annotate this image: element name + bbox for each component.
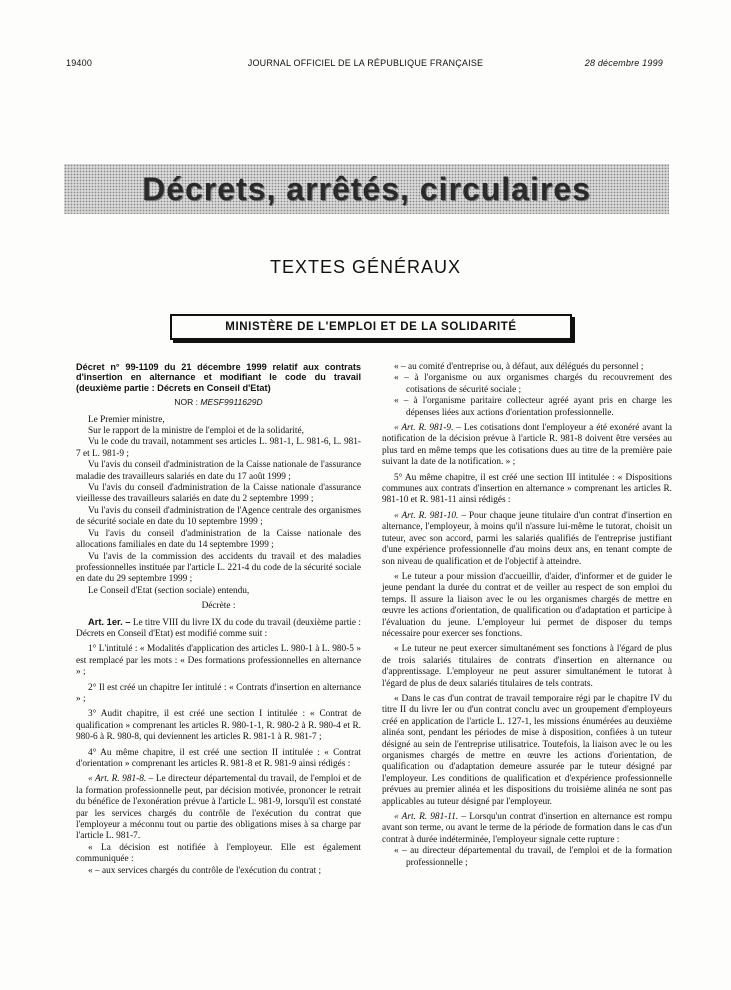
paragraph: Vu l'avis du conseil d'administration de l'Agence centrale des organismes de sécurité sociale en date du 10 septembre 1999 ; [76, 505, 361, 528]
article-label: « Art. R. 981-8. – [88, 774, 154, 785]
paragraph: Vu l'avis de la commission des accidents du travail et des maladies professionnelles instituée par l'article L. 221-4 du code de la sécurité sociale en date du 29 septembre 1999 ; [76, 551, 361, 585]
section-banner [64, 164, 669, 214]
ministry-box [170, 314, 572, 340]
article-r-981-11 [382, 812, 672, 846]
article-label: « Art. R. 981-10. – [394, 510, 466, 521]
article-r-981-9 [382, 423, 672, 469]
dash-item: « – à l'organisme ou aux organismes chargés du recouvrement des cotisations de sécurité sociale ; [394, 373, 672, 395]
dash-item: « – à l'organisme paritaire collecteur agréé ayant pris en charge les dépenses liées aux actions d'orientation professionnelle. [394, 396, 672, 418]
paragraph: Sur le rapport de la ministre de l'emploi et de la solidarité, [88, 426, 304, 437]
nor-label: NOR : [174, 397, 201, 408]
article-label: « Art. R. 981-11. – [394, 812, 467, 823]
nor-code: MESF9911629D [200, 397, 263, 408]
section-title: TEXTES GÉNÉRAUX [269, 257, 462, 277]
dash-item: « – aux services chargés du contrôle de l'exécution du contrat ; [88, 865, 322, 876]
article-1 [76, 617, 361, 641]
dash-item: « – au directeur départemental du travail, de l'emploi et de la formation professionnelle ; [394, 846, 672, 868]
paragraph: 2° Il est créé un chapitre Ier intitulé : « Contrats d'insertion en alternance » ; [76, 682, 361, 704]
article-text: Le titre VIII du livre IX du code du travail (deuxième partie : Décrets en Conseil d'Etat) est modifié comme suit : [76, 617, 361, 639]
decree-title: Décret n° 99-1109 du 21 décembre 1999 relatif aux contrats d'insertion en alternance et modifiant le code du travail (deuxième partie : Décrets en Conseil d'Etat) [76, 362, 361, 393]
paragraph: Vu l'avis du conseil d'administration de la Caisse nationale de l'assurance maladie des travailleurs salariés en date du 17 août 1999 ; [76, 460, 361, 482]
article-label: « Art. R. 981-9. – [394, 423, 461, 434]
paragraph: Vu l'avis du conseil d'administration de la Caisse nationale des allocations familiales en date du 14 septembre 1999 ; [76, 528, 361, 551]
article-r-981-10 [382, 511, 672, 568]
paragraph: Le Premier ministre, [88, 414, 165, 425]
paragraph: 1° L'intitulé : « Modalités d'application des articles L. 980-1 à L. 980-5 » est remplacé par les mots : « Des formations professionnelles en alternance » ; [76, 644, 361, 678]
paragraph: 5° Au même chapitre, il est créé une section III intitulée : « Dispositions communes aux contrats d'insertion en alternance » comprenant les articles R. 981-10 et R. 981-11 ainsi rédigés : [382, 472, 672, 506]
article-text: Les cotisations dont l'employeur a été exonéré avant la notification de la décision prévue à l'article R. 981-8 doivent être versées au plus tard en même temps que les cotisations dues au titre de la première paie suivant la date de la notification. » ; [382, 423, 672, 468]
paragraph: Vu l'avis du conseil d'administration de la Caisse nationale d'assurance vieillesse des travailleurs salariés en date du 2 septembre 1999 ; [76, 483, 361, 505]
article-text: Lorsqu'un contrat d'insertion en alternance est rompu avant son terme, ou avant le terme de la période de formation dans le cas d'un contrat à durée indéterminée, l'employeur signale cette rupture : [382, 812, 672, 845]
paragraph: « La décision est notifiée à l'employeur. Elle est également communiquée : [76, 842, 361, 865]
decrete: Décrète : [201, 601, 236, 612]
dash-item: « – au comité d'entreprise ou, à défaut, aux délégués du personnel ; [394, 362, 644, 372]
paragraph: « Le tuteur ne peut exercer simultanément ses fonctions à l'égard de plus de trois salariés titulaires de contrats d'insertion en alternance ou d'apprentissage. L'employeur ne peut assurer simultanément le tutorat à l'égard de plus de deux salariés titulaires de tels contrats. [382, 644, 672, 689]
paragraph: 4° Au même chapitre, il est créé une section II intitulée : « Contrat d'orientation » comprenant les articles R. 981-8 et R. 981-9 ainsi rédigés : [76, 747, 361, 769]
paragraph: Le Conseil d'Etat (section sociale) entendu, [88, 585, 250, 596]
page-number: 19400 [66, 58, 93, 68]
left-column [76, 362, 361, 877]
right-column [382, 362, 672, 869]
ministry-name: MINISTÈRE DE L'EMPLOI ET DE LA SOLIDARITÉ [225, 321, 517, 333]
banner-title: Décrets, arrêtés, circulaires [142, 170, 591, 207]
nor-reference [76, 397, 361, 408]
article-text: Le directeur départemental du travail, de l'emploi et de la formation professionnelle peut, par décision motivée, prononcer le retrait du bénéfice de l'exonération prévue à l'article L. 981-9, lorsqu'il est constaté par les services chargés du contrôle de l'exécution du contrat que l'employeur a méconnu tout ou partie des obligations mises à sa charge par l'article L. 981-7. [76, 774, 361, 842]
article-label: Art. 1er. – [88, 616, 131, 627]
journal-title: JOURNAL OFFICIEL DE LA RÉPUBLIQUE FRANÇAISE [247, 58, 484, 68]
paragraph: « Le tuteur a pour mission d'accueillir, d'aider, d'informer et de guider le jeune pendant la durée du contrat et de veiller au respect de son emploi du temps. Il assure la liaison avec le ou les organismes chargés de mettre en œuvre les actions d'orientation, de qualification ou d'adaptation et participe à l'évaluation du jeune. L'employeur lui permet de disposer du temps nécessaire pour exercer ses fonctions. [382, 571, 672, 639]
issue-date: 28 décembre 1999 [584, 58, 663, 68]
paragraph: Vu le code du travail, notamment ses articles L. 981-1, L. 981-6, L. 981-7 et L. 981-9 ; [76, 437, 361, 459]
article-text: Pour chaque jeune titulaire d'un contrat d'insertion en alternance, l'employeur, à moins qu'il n'assure lui-même le tutorat, choisit un tuteur, avec son accord, parmi les salariés qualifiés de l'entreprise justifiant d'une expérience professionnelle d'au moins deux ans, en tenant compte de son niveau de qualification et de l'objectif à atteindre. [382, 510, 672, 567]
article-r-981-8 [76, 774, 361, 842]
paragraph: « Dans le cas d'un contrat de travail temporaire régi par le chapitre IV du titre II du livre Ier ou d'un contrat conclu avec un groupement d'employeurs créé en application de l'article L. 127-1, les missions énumérées au deuxième alinéa sont, pendant les périodes de mise à disposition, confiées à un tuteur désigné au sein de l'entreprise utilisatrice. Toutefois, la liaison avec le ou les organismes chargés de mettre en œuvre les actions d'orientation, de qualification ou d'adaptation demeure assurée par le tuteur désigné par l'employeur. Les conditions de qualification et d'expérience professionnelle prévues au premier alinéa et les dispositions du troisième alinéa ne sont pas applicables au tuteur désigné par l'employeur. [382, 693, 672, 807]
paragraph: 3° Audit chapitre, il est créé une section I intitulée : « Contrat de qualification » comprenant les articles R. 980-1-1, R. 980-2 à R. 980-4 et R. 980-6 à R. 980-8, qui deviennent les articles R. 981-1 à R. 981-7 ; [76, 709, 361, 743]
